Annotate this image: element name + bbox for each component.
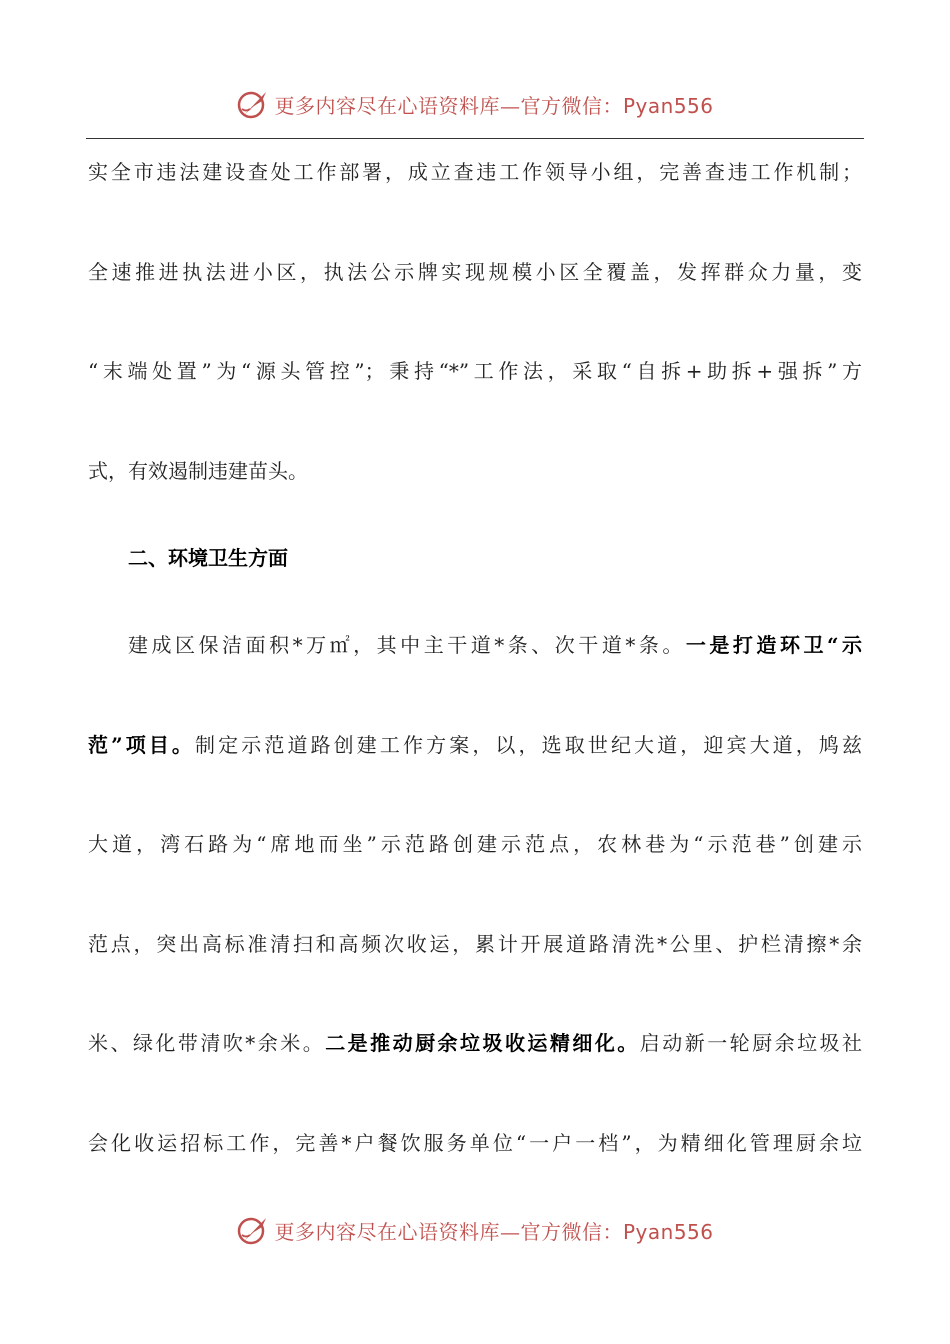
- banner-account: Pyan556: [622, 93, 714, 118]
- body-line: 会化收运招标工作，完善*户餐饮服务单位“一户一档”，为精细化管理厨余垃: [88, 1131, 862, 1155]
- header-banner: [0, 84, 950, 124]
- bold-phrase: 二是推动厨余垃圾收运精细化。: [325, 1031, 640, 1055]
- body-line: 米、绿化带清吹*余米。二是推动厨余垃圾收运精细化。启动新一轮厨余垃圾社: [88, 1031, 862, 1055]
- body-line: 范点，突出高标准清扫和高频次收运，累计开展道路清洗*公里、护栏清擦*余: [88, 932, 862, 956]
- body-line: 全速推进执法进小区，执法公示牌实现规模小区全覆盖，发挥群众力量，变: [88, 260, 862, 284]
- body-line: 大道，湾石路为“席地而坐”示范路创建示范点，农林巷为“示范巷”创建示: [88, 832, 862, 856]
- body-line: 范”项目。制定示范道路创建工作方案，以，选取世纪大道，迎宾大道，鸠兹: [88, 733, 862, 757]
- banner-text: 更多内容尽在心语资料库—官方微信：Pyan556: [274, 1219, 714, 1244]
- section-heading: 二、环境卫生方面: [128, 546, 288, 570]
- quill-logo-icon: [236, 1213, 270, 1247]
- body-line: 建成区保洁面积*万㎡，其中主干道*条、次干道*条。一是打造环卫“示: [128, 633, 862, 657]
- body-line: 实全市违法建设查处工作部署，成立查违工作领导小组，完善查违工作机制；: [88, 160, 862, 184]
- body-line: “末端处置”为“源头管控”；秉持“*”工作法，采取“自拆+助拆+强拆”方: [88, 359, 862, 383]
- header-divider: [86, 138, 864, 139]
- banner-text: 更多内容尽在心语资料库—官方微信：Pyan556: [274, 93, 714, 118]
- bold-phrase: 范”项目。: [88, 733, 196, 757]
- body-line: 式，有效遏制违建苗头。: [88, 459, 308, 483]
- bold-phrase: 一是打造环卫“示: [685, 633, 862, 657]
- banner-account: Pyan556: [622, 1219, 714, 1244]
- quill-logo-icon: [236, 87, 270, 121]
- footer-banner: [0, 1210, 950, 1250]
